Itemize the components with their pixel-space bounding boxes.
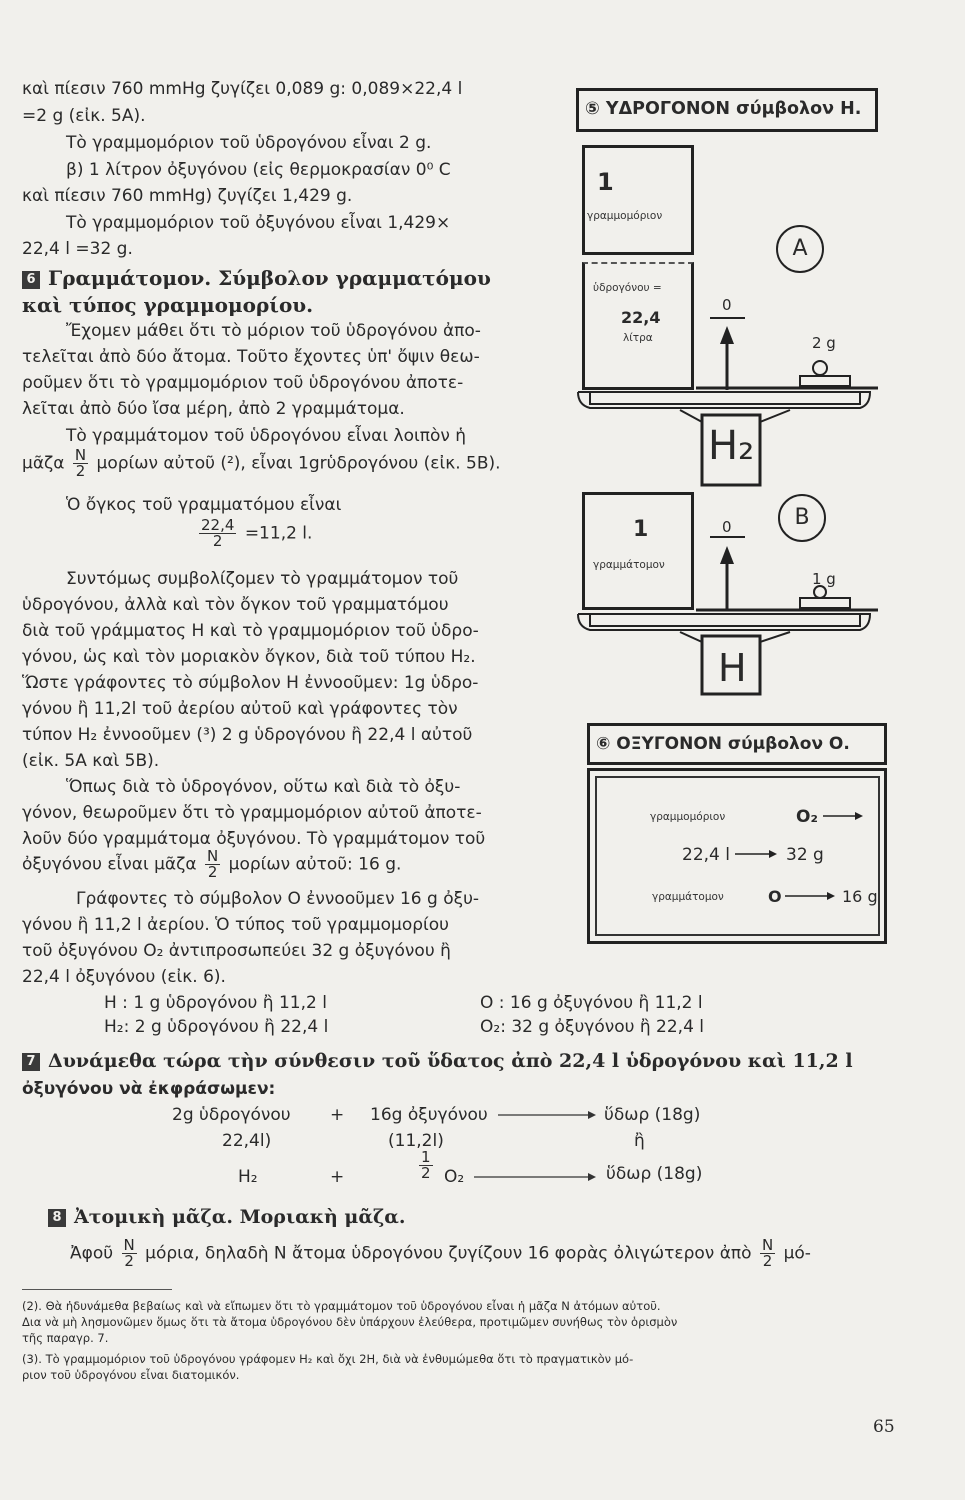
denominator: 2 [762,1252,773,1270]
eq3-water: ὕδωρ (18g) [606,1164,703,1184]
numerator: 22,4 [201,516,235,534]
oxygen-o: O [768,887,782,906]
text-line: καὶ πίεσιν 760 mmHg) ζυγίζει 1,429 g. [22,186,353,206]
numerator: 1 [421,1148,431,1166]
text-span: Ἀφοῦ [70,1243,114,1264]
text-line: Τὸ γραμμομόριον τοῦ ὑδρογόνου εἶναι 2 g. [66,133,432,153]
text-line: λοῦν δύο γραμμάτομα ὀξυγόνου. Τὸ γραμμάτομον τοῦ [22,829,486,849]
text-line: β) 1 λίτρον ὀξυγόνου (εἰς θερμοκρασίαν 0⁰ C [66,160,451,180]
h-symbol: H [718,646,747,690]
balance-plate [590,392,860,404]
text-span: μορίων αὐτοῦ (²), εἶναι 1grὑδρογόνου (εἰκ. 5Β). [96,453,501,474]
box-b-one: 1 [633,517,649,542]
text-span: μορίων αὐτοῦ: 16 g. [228,854,402,875]
text-line: (εἰκ. 5Α καὶ 5Β). [22,751,160,771]
box-a-hydrogen-eq: ὑδρογόνου = [593,282,662,294]
scale-b-mass: 1 g [812,570,836,588]
section-7-title: Δυνάμεθα τώρα τὴν σύνθεσιν τοῦ ὕδατος ἀπὸ 22,4 l ὑδρογόνου καὶ 11,2 l [48,1050,853,1072]
arrow-head [588,1173,596,1181]
denominator: 2 [75,462,86,480]
footnote-3: ριον τοῦ ὑδρογόνου εἶναι διατομικόν. [22,1368,240,1382]
fraction-n-over-2 [760,1238,775,1269]
figure-6-title: ⑥ ΟΞΥΓΟΝΟΝ σύμβολον Ο. [596,734,850,754]
eq1-water: ὕδωρ (18g) [604,1105,701,1125]
footnote-2: τῆς παραγρ. 7. [22,1331,109,1345]
text-line: γόνου ἢ 11,2l τοῦ ἀερίου αὐτοῦ καὶ γράφοντες τὸν [22,699,458,719]
eq2-hvol: 22,4l) [222,1131,272,1151]
oxygen-32g: 32 g [786,845,824,865]
box-a-gram-mole: γραμμομόριον [587,210,663,222]
text-line-last [70,1238,811,1269]
text-line: =2 g (εἰκ. 5Α). [22,106,146,126]
footnote-2: (2). Θὰ ἠδυνάμεθα βεβαίως καὶ νὰ εἴπωμεν ὅτι τὸ γραμμάτομον τοῦ ὑδρογόνου εἶναι ἡ μᾶζα Ν ἀτόμων αὐτοῦ. [22,1299,661,1313]
text-line: γόνου ἢ 11,2 l ἀερίου. Ὁ τύπος τοῦ γραμμομορίου [22,915,450,935]
balance-plate [590,614,860,626]
denominator: 2 [421,1164,431,1182]
text-span: μᾶζα [22,453,65,474]
text-line: γόνου, ὡς καὶ τὸν μοριακὸν ὄγκον, διὰ τοῦ τύπου Η₂. [22,647,476,667]
oxygen-volume: 22,4 l [682,845,730,865]
footnote-3: (3). Τὸ γραμμομόριον τοῦ ὑδρογόνου γράφομεν Η₂ καὶ ὄχι 2Η, διὰ νὰ ἐνθυμώμεθα ὅτι τὸ πραγματικὸν μό- [22,1352,634,1366]
figure-5-title: ⑤ ΥΔΡΟΓΟΝΟΝ σύμβολον Η. [585,99,862,119]
tag-connector [760,632,790,642]
h2-formula: H₂ [708,423,755,469]
box-a-volume: 22,4 [621,308,661,327]
text-line: ὑδρογόνου, ἀλλὰ καὶ τὸν ὄγκον τοῦ γραμματόμου [22,595,449,615]
numerator: N [123,1236,135,1254]
denominator: 2 [212,532,223,550]
section-number-badge: 8 [48,1209,66,1227]
box-a-litres: λίτρα [623,332,653,344]
summary-o2: Ο₂: 32 g ὀξυγόνου ἢ 22,4 l [480,1017,705,1037]
section-6-title-cont: καὶ τύπος γραμμομορίου. [22,293,314,317]
scale-a-mass: 2 g [812,334,836,352]
section-8-heading [48,1206,405,1228]
numerator: N [74,446,87,464]
atom-box-b [582,492,694,610]
figure-6-title-box [587,723,887,765]
circle-label-a: A [776,225,824,273]
summary-o: Ο : 16 g ὀξυγόνου ἢ 11,2 l [480,993,703,1013]
tag-connector [680,410,702,422]
arrow-head [855,812,863,820]
weight-icon [813,361,827,375]
numerator: N [207,847,219,865]
eq3-h2: H₂ [238,1167,258,1187]
weight-pan [800,598,850,608]
arrow-head [588,1111,596,1119]
eq3-plus: + [330,1167,345,1187]
eq1-oxygen: 16g ὀξυγόνου [370,1105,488,1125]
text-line: τοῦ ὀξυγόνου Ο₂ ἀντιπροσωπεύει 32 g ὀξυγόνου ἢ [22,941,451,961]
text-line: Τὸ γραμμάτομον τοῦ ὑδρογόνου εἶναι λοιπὸν ἡ [66,426,467,446]
text-line: διὰ τοῦ γράμματος Η καὶ τὸ γραμμομόριον τοῦ ὑδρο- [22,621,479,641]
tag-connector [760,410,790,422]
text-line: λεῖται ἀπὸ δύο ἴσα μέρη, ἀπὸ 2 γραμμάτομα. [22,399,405,419]
circle-label-b: B [778,494,826,542]
oxygen-gram-mole-label: γραμμομόριον [650,811,726,823]
text-line: Συντόμως συμβολίζομεν τὸ γραμμάτομον τοῦ [66,569,459,589]
section-number-badge: 7 [22,1053,40,1071]
oxygen-gram-atom-label: γραμμάτομον [652,891,724,903]
box-a-one: 1 [597,168,614,196]
section-8-title: Ἀτομικὴ μᾶζα. Μοριακὴ μᾶζα. [74,1206,406,1228]
page-number: 65 [873,1417,895,1437]
balance-drawings [570,140,890,700]
text-line: ροῦμεν ὅτι τὸ γραμμομόριον τοῦ ὑδρογόνου ἀποτε- [22,373,464,393]
eq3-o2: O₂ [444,1167,465,1187]
figure-5-title-box [576,88,878,132]
eq2-ovol: (11,2l) [388,1131,444,1151]
text-line: Ὁ ὄγκος τοῦ γραμματόμου εἶναι [66,495,342,515]
oxygen-o2: O₂ [796,807,818,827]
text-span: μό- [783,1243,811,1264]
scale-b-zero: 0 [722,518,732,536]
pointer-head [720,326,734,344]
numerator: N [761,1236,774,1254]
text-line: καὶ πίεσιν 760 mmHg ζυγίζει 0,089 g: 0,089×22,4 l [22,79,463,99]
summary-h: Η : 1 g ὑδρογόνου ἢ 11,2 l [104,993,327,1013]
tag-connector [680,632,702,642]
denominator: 2 [124,1252,134,1270]
fraction-n-over-2 [122,1238,137,1269]
text-line: Ὥστε γράφοντες τὸ σύμβολον Η ἐννοοῦμεν: 1g ὑδρο- [22,673,479,693]
text-line: τελεῖται ἀπὸ δύο ἄτομα. Τοῦτο ἔχοντες ὑπ' ὄψιν θεω- [22,347,480,367]
eq2-or: ἢ [634,1131,645,1151]
text-line: γόνον, θεωροῦμεν ὅτι τὸ γραμμομόριον αὐτοῦ ἀποτε- [22,803,482,823]
balance-base [578,392,870,408]
text-line: Γράφοντες τὸ σύμβολον Ο ἐννοοῦμεν 16 g ὀξυ- [76,889,480,909]
scale-a-zero: 0 [722,296,732,314]
summary-h2: Η₂: 2 g ὑδρογόνου ἢ 22,4 l [104,1017,329,1037]
text-span: ὀξυγόνου εἶναι μᾶζα [22,854,197,875]
section-6-title: Γραμμάτομον. Σύμβολον γραμματόμου [48,266,491,290]
footnote-2: Δια νὰ μὴ λησμονῶμεν ὅμως ὅτι τὰ ἄτομα ὑδρογόνου δὲν ὑπάρχουν ἐλεύθερα, προτιμῶμεν συνήθως τὸν ὁρισμὸν [22,1315,678,1329]
arrow-head [769,850,777,858]
text-line: Ὅπως διὰ τὸ ὑδρογόνον, οὕτω καὶ διὰ τὸ ὀξυ- [66,777,461,797]
text-line: τύπον Η₂ ἐννοοῦμεν (³) 2 g ὑδρογόνου ἢ 22,4 l αὐτοῦ [22,725,473,745]
arrow-head [827,892,835,900]
oxygen-arrows [587,768,887,944]
text-line: Τὸ γραμμομόριον τοῦ ὀξυγόνου εἶναι 1,429× [66,213,451,233]
footnote-rule [22,1289,172,1290]
weight-pan [800,376,850,386]
eq1-plus: + [330,1105,345,1125]
denominator: 2 [207,863,218,881]
text-line: Ἔχομεν μάθει ὅτι τὸ μόριον τοῦ ὑδρογόνου ἀπο- [66,321,481,341]
box-b-gram-atom: γραμμάτομον [593,559,665,571]
text-line: 22,4 l =32 g. [22,239,133,259]
section-7-title-cont: ὀξυγόνου νὰ ἐκφράσωμεν: [22,1079,276,1099]
section-number-badge: 6 [22,271,40,289]
text-line: 22,4 l ὀξυγόνου (εἰκ. 6). [22,967,226,987]
volume-result: =11,2 l. [244,523,313,544]
pointer-head [720,546,734,564]
text-span: μόρια, δηλαδὴ Ν ἄτομα ὑδρογόνου ζυγίζουν 16 φορὰς ὀλιγώτερον ἀπὸ [145,1243,752,1264]
balance-base [578,614,870,630]
oxygen-16g: 16 g [842,887,878,906]
eq1-hydrogen: 2g ὑδρογόνου [172,1105,291,1125]
